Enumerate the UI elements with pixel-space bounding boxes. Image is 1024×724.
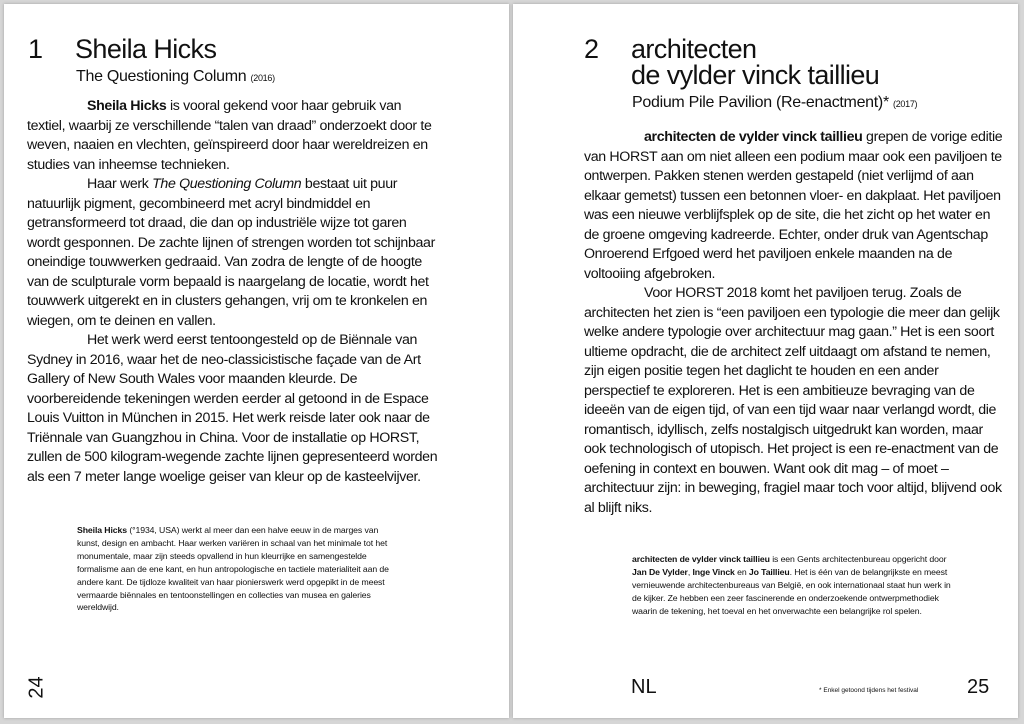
paragraph	[27, 175, 442, 331]
bio-name: Jo Taillieu	[748, 566, 790, 577]
bio-name: architecten de vylder vinck taillieu	[632, 554, 770, 564]
work-title: The Questioning Column	[76, 68, 247, 85]
work-subtitle	[76, 67, 275, 88]
paragraph: Het werk werd eerst tentoongesteld op de Biënnale van Sydney in 2016, waar het de neo-classicistische façade van de Art Gallery of New South Wales voor maanden kleurde. De voorbereidende tekeningen werden eerder al getoond in de Espace Louis Vuitton in München in 2015. Het werk reisde later ook naar de Triënnale van Guangzhou in China. Voor de installatie op HORST, zullen de 500 kilogram-wegende zachte lijnen gepresenteerd worden als een 7 meter lange woelige geiser van kleur op de kasteelvijver.	[27, 332, 438, 485]
entry-number: 1	[28, 34, 43, 64]
paragraph-text: grepen de vorige editie van HORST aan om niet alleen een podium maar ook een paviljoen te ontwerpen. Pakken stenen werden gestapeld (niet verlijmd of aan elkaar gemetst) tussen een betonnen vloer- en dakplaat. Het paviljoen was een nieuwe verblijfsplek op de site, die het zicht op het water en de groene omgeving kadreerde. Echter, onder druk van Agentschap Onroerend Erfgoed werd het paviljoen enkele maanden na de voltooiing afgebroken.	[584, 129, 1003, 282]
paragraph-text: Haar werk	[87, 176, 153, 192]
title-line: de vylder vinck taillieu	[631, 60, 880, 90]
body-text	[27, 97, 442, 487]
bio-text: is een Gents architectenbureau opgericht door	[769, 554, 947, 564]
work-year: (2016)	[250, 73, 275, 83]
paragraph-text: bestaat uit puur natuurlijk pigment, gecombineerd met acryl bindmiddel en getransformeerd tot draad, die dan op industriële wijze tot garen wordt gesponnen. De zachte lijnen of strengen worden tot schijnbaar oneindige touwwerken gedraaid. Van zodra de lengte of de hoogte van de sculpturale vorm bepaald is naargelang de locatie, wordt het touwwerk uitgerekt en in clusters gehangen, vrij om te kronkelen en wiegen, om te deinen en vallen.	[27, 176, 435, 329]
bio-text: en	[734, 566, 749, 577]
work-title: Podium Pile Pavilion (Re-enactment)*	[632, 94, 889, 111]
bold-name: architecten de vylder vinck taillieu	[644, 129, 863, 145]
bold-name: Sheila Hicks	[87, 98, 167, 114]
bio-name: Sheila Hicks	[77, 525, 127, 535]
title-line: architecten	[631, 34, 757, 64]
bio-text: . Het is één van de belangrijkste en meest vernieuwende architectenbureaus van België, en ook internationaal staat hun werk in de kijker. Ze hebben een zeer fascinerende en onderzoekende ontwerpmethodiek waarin de tekening, het toeval en het onverwachte een belangrijke rol spelen.	[632, 566, 951, 616]
footnote: * Enkel getoond tijdens het festival	[819, 687, 919, 694]
left-page	[4, 4, 509, 718]
entry-number: 2	[584, 34, 599, 64]
bio-text: (°1934, USA) werkt al meer dan een halve eeuw in de marges van kunst, design en ambacht. Haar werken variëren in schaal van het minimale tot het monumentale, maar zijn steeds opvallend in hun kleurrijke en samengestelde formalisme aan de ene kant, en hun antropologische en tactiele materialiteit aan de andere kant. De tijdloze kwaliteit van haar pionierswerk werd opgepikt in de meest vermaarde biënnales en tentoonstellingen en collecties van musea en galeries wereldwijd.	[77, 525, 389, 613]
work-subtitle	[632, 93, 917, 114]
language-label: NL	[631, 676, 657, 698]
architect-bio	[632, 553, 962, 618]
page-number: 25	[967, 676, 990, 698]
paragraph-text: is vooral gekend voor haar gebruik van textiel, waarbij ze verschillende “talen van draad” onderzoekt door te weven, naaien en vlechten, geïnspireerd door haar wereldreizen en studies van inheemse technieken.	[27, 98, 432, 173]
bio-name: Inge Vinck	[692, 566, 735, 577]
bio-name: Jan De Vylder	[632, 566, 688, 577]
artist-bio	[77, 524, 402, 614]
italic-work-title: The Questioning Column	[152, 176, 302, 192]
work-year: (2017)	[893, 99, 918, 109]
bio-text: ,	[687, 566, 693, 577]
paragraph	[584, 128, 1004, 284]
page-number: 24	[25, 676, 48, 699]
paragraph	[27, 97, 442, 175]
architect-title	[631, 36, 879, 88]
artist-title: Sheila Hicks	[75, 34, 217, 64]
body-text	[584, 128, 1004, 518]
paragraph: Voor HORST 2018 komt het paviljoen terug. Zoals de architecten het zien is “een paviljoen een typologie die meer dan gelijk welke andere typologie over architectuur mag gaan.” Het is een soort ultieme opdracht, die de architect zelf uitdaagt om afstand te nemen, zijn eigen positie tegen het daglicht te houden en een ander perspectief te exploreren. Het is een ambitieuze bevraging van de ideeën van de eigen tijd, of van een tijd waar naar verlangd wordt, die romantisch, idyllisch, zelfs nostalgisch uitgedrukt kan worden, maar ook technologisch of utopisch. Het project is een re-enactment van de oefening in context en bouwen. Want ook dit mag – of moet – architectuur zijn: in beweging, fragiel maar toch voor altijd, blijvend ook al blijft niks.	[584, 285, 1002, 516]
right-page	[513, 4, 1018, 718]
